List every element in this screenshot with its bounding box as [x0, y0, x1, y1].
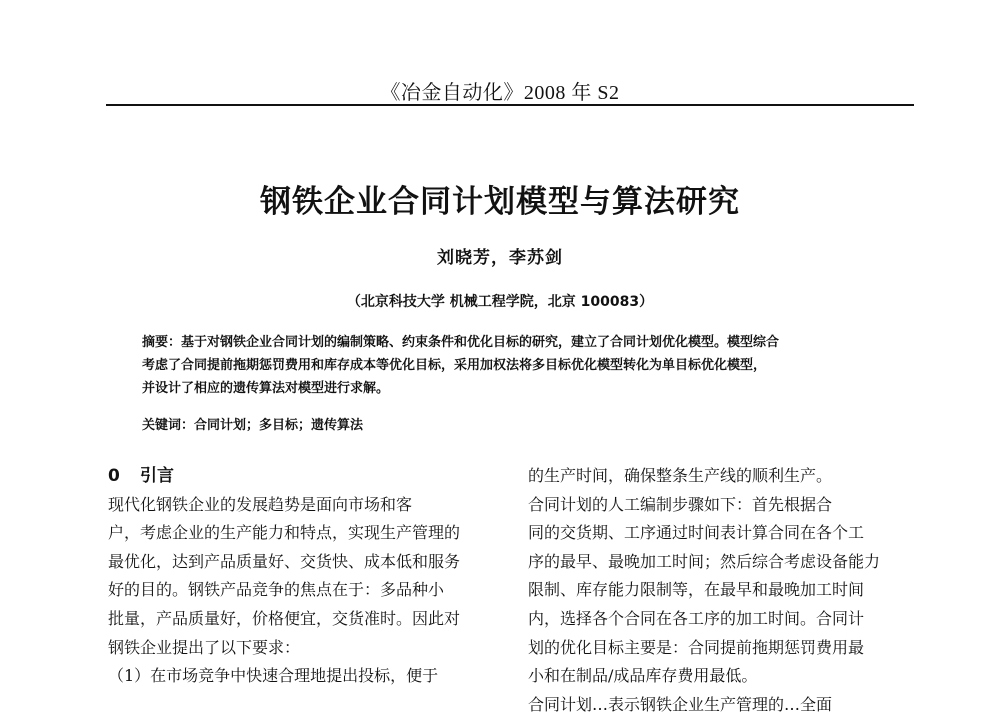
body-line: （1）在市场竞争中快速合理地提出投标，便于 — [108, 666, 439, 686]
body-line: 合同计划的人工编制步骤如下：首先根据合 — [528, 494, 833, 514]
section-title: 引言 — [140, 466, 174, 486]
body-line: 同的交货期、工序通过时间表计算合同在各个工 — [528, 523, 865, 543]
body-line: 最优化，达到产品质量好、交货快、成本低和服务 — [108, 551, 461, 571]
body-line: 小和在制品/成品库存费用最低。 — [528, 666, 758, 686]
body-line: 划的优化目标主要是：合同提前拖期惩罚费用最 — [528, 637, 865, 657]
keywords: 关键词：合同计划；多目标；遗传算法 — [142, 418, 364, 433]
body-line: 内，选择各个合同在各工序的加工时间。合同计 — [528, 608, 865, 628]
body-line: 批量，产品质量好，价格便宜，交货准时。因此对 — [108, 608, 461, 628]
abstract-line: 摘要：基于对钢铁企业合同计划的编制策略、约束条件和优化目标的研究，建立了合同计划优化模型。模型综合 — [142, 335, 780, 350]
left-column — [108, 462, 498, 691]
header-rule — [106, 104, 914, 106]
section-heading — [108, 462, 498, 491]
body-line: 合同计划…表示钢铁企业生产管理的…全面 — [528, 694, 833, 714]
right-column — [528, 462, 918, 719]
abstract-line: 考虑了合同提前拖期惩罚费用和库存成本等优化目标，采用加权法将多目标优化模型转化为单目标优化模型， — [142, 358, 767, 373]
body-line: 限制、库存能力限制等，在最早和最晚加工时间 — [528, 580, 865, 600]
abstract-line: 并设计了相应的遗传算法对模型进行求解。 — [142, 381, 390, 396]
body-line: 现代化钢铁企业的发展趋势是面向市场和客 — [108, 494, 413, 514]
body-line: 钢铁企业提出了以下要求： — [108, 637, 301, 657]
body-line: 户，考虑企业的生产能力和特点，实现生产管理的 — [108, 523, 461, 543]
body-line: 序的最早、最晚加工时间；然后综合考虑设备能力 — [528, 551, 881, 571]
affiliation: （北京科技大学 机械工程学院，北京 100083） — [346, 294, 654, 310]
abstract — [142, 331, 902, 400]
section-number: 0 — [108, 466, 120, 486]
body-line: 好的目的。钢铁产品竞争的焦点在于：多品种小 — [108, 580, 445, 600]
authors: 刘晓芳，李苏剑 — [437, 248, 563, 268]
running-header: 《冶金自动化》2008 年 S2 — [380, 82, 620, 104]
body-line: 的生产时间，确保整条生产线的顺利生产。 — [528, 466, 833, 485]
paper-title: 钢铁企业合同计划模型与算法研究 — [260, 184, 740, 220]
